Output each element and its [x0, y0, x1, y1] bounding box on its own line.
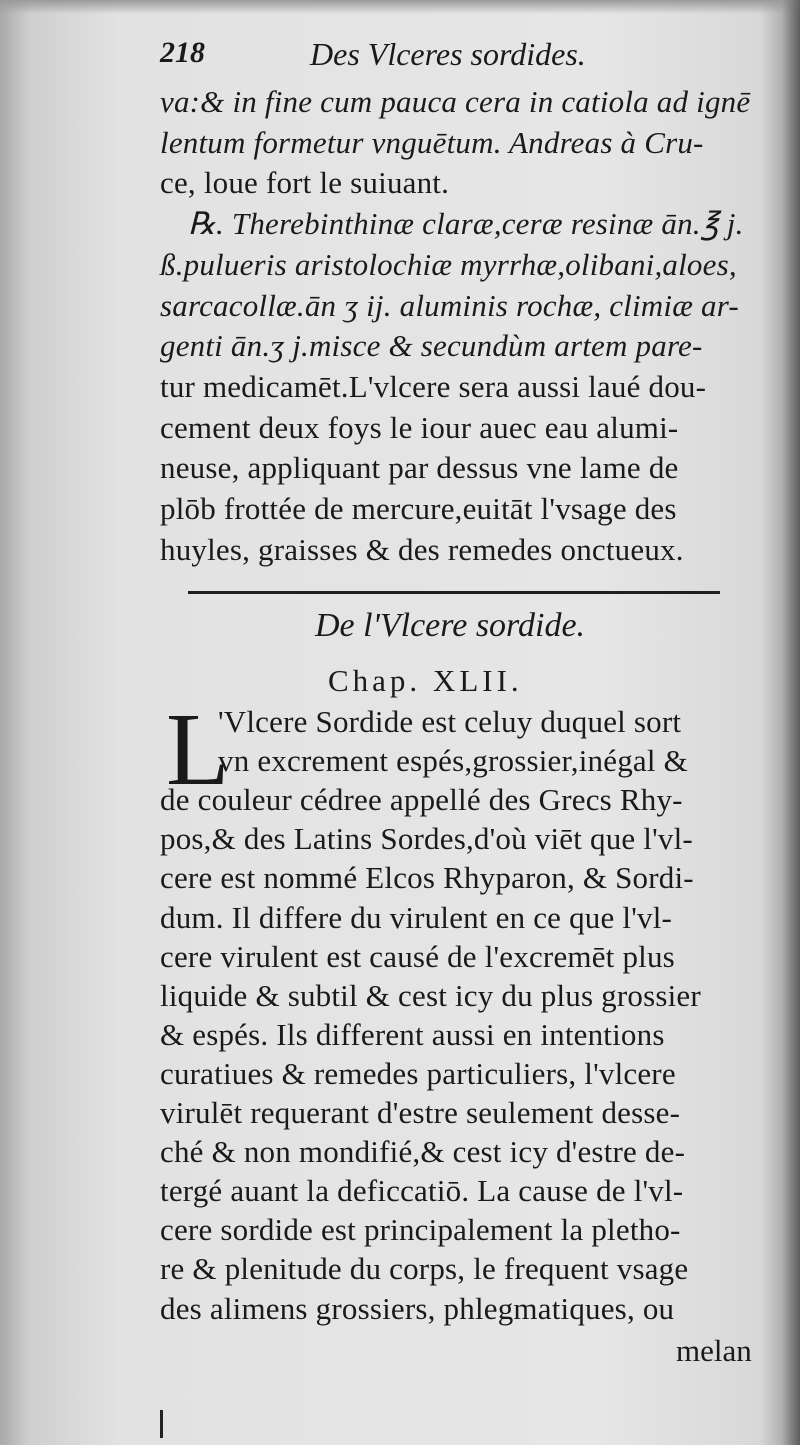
- text-line: de couleur cédree appellé des Grecs Rhy-: [160, 782, 683, 818]
- text-line: ß.pulueris aristolochiæ myrrhæ,olibani,aloes,: [160, 246, 737, 282]
- section-rule: [188, 591, 720, 594]
- text-line: cement deux foys le iour auec eau alumi-: [160, 409, 679, 445]
- page-top-edge: [0, 0, 800, 14]
- chapter-number: Chap. XLII.: [328, 663, 523, 698]
- text-line: lentum formetur vnguētum. Andreas à Cru-: [160, 124, 704, 160]
- text-line: liquide & subtil & cest icy du plus grossier: [160, 977, 701, 1013]
- drop-cap: L: [166, 692, 230, 807]
- text-line: va:& in fine cum pauca cera in catiola ad ignē: [160, 84, 751, 119]
- text-line: ché & non mondifié,& cest icy d'estre de-: [160, 1134, 686, 1170]
- text-line: ℞. Therebinthinæ claræ,ceræ resinæ ān.℥ j.: [188, 206, 744, 242]
- text-line: & espés. Ils different aussi en intentions: [160, 1016, 665, 1052]
- text-line: sarcacollæ.ān ʒ ij. aluminis rochæ, climiæ ar-: [160, 287, 739, 323]
- catchword: melan: [676, 1333, 752, 1368]
- text-line: cere sordide est principalement la plethо-: [160, 1212, 681, 1248]
- chapter-title: De l'Vlcere sordide.: [315, 607, 586, 644]
- text-line: tergé auant la deficcatiō. La cause de l'vl-: [160, 1173, 684, 1209]
- text-line: tur medicamēt.L'vlcere sera aussi laué dou-: [160, 368, 707, 404]
- page-header: [160, 36, 720, 76]
- text-line: dum. Il differe du virulent en ce que l'vl-: [160, 899, 673, 935]
- text-line: plōb frottée de mercure,euitāt l'vsage des: [160, 491, 677, 526]
- spine-shadow: [782, 0, 800, 1445]
- text-line: huyles, graisses & des remedes onctueux.: [160, 531, 684, 567]
- margin-mark: [160, 1410, 163, 1438]
- text-line: neuse, appliquant par dessus vne lame de: [160, 450, 679, 486]
- page-number: 218: [160, 36, 205, 69]
- text-line: genti ān.ʒ j.misce & secundùm artem pare-: [160, 328, 703, 364]
- text-line: re & plenitude du corps, le frequent vsage: [160, 1251, 689, 1287]
- text-line: 'Vlcere Sordide est celuy duquel sort: [218, 704, 682, 739]
- running-title: Des Vlceres sordides.: [310, 36, 586, 72]
- text-line: pos,& des Latins Sordes,d'où viēt que l'vl-: [160, 821, 693, 857]
- text-line: ce, loue fort le suiuant.: [160, 165, 450, 201]
- text-line: virulēt requerant d'estre seulement desse-: [160, 1095, 681, 1130]
- text-line: cere est nommé Elcos Rhyparon, & Sordi-: [160, 860, 694, 896]
- text-line: curatiues & remedes particuliers, l'vlcere: [160, 1055, 676, 1091]
- text-line: des alimens grossiers, phlegmatiques, ou: [160, 1290, 675, 1326]
- text-line: cere virulent est causé de l'excremēt plus: [160, 938, 675, 974]
- text-line: vn excrement espés,grossier,inégal &: [218, 743, 688, 779]
